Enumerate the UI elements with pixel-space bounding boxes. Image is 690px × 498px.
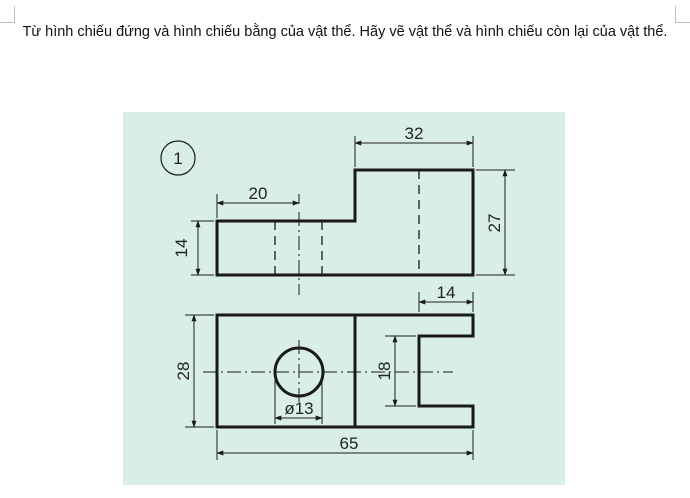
question-text: Từ hình chiếu đứng và hình chiếu bằng của vật thể. Hãy vẽ vật thể và hình chiếu còn lại của vật thể. (22, 24, 668, 40)
dim-label-32: 32 (404, 124, 424, 143)
dim-label-14-height: 14 (172, 238, 191, 258)
dim-label-27: 27 (485, 213, 504, 233)
dim-label-20: 20 (248, 184, 268, 203)
dim-label-14-slot: 14 (436, 283, 456, 302)
drawing-background (123, 112, 565, 485)
dim-label-hole: ø13 (284, 399, 314, 418)
dim-label-28: 28 (174, 361, 193, 381)
technical-drawing (123, 112, 565, 485)
dim-label-65: 65 (339, 434, 359, 453)
dim-label-18: 18 (375, 361, 394, 381)
figure-number: 1 (173, 149, 183, 168)
page-corner-mark-right (675, 6, 690, 23)
page-corner-mark-left (0, 6, 15, 23)
